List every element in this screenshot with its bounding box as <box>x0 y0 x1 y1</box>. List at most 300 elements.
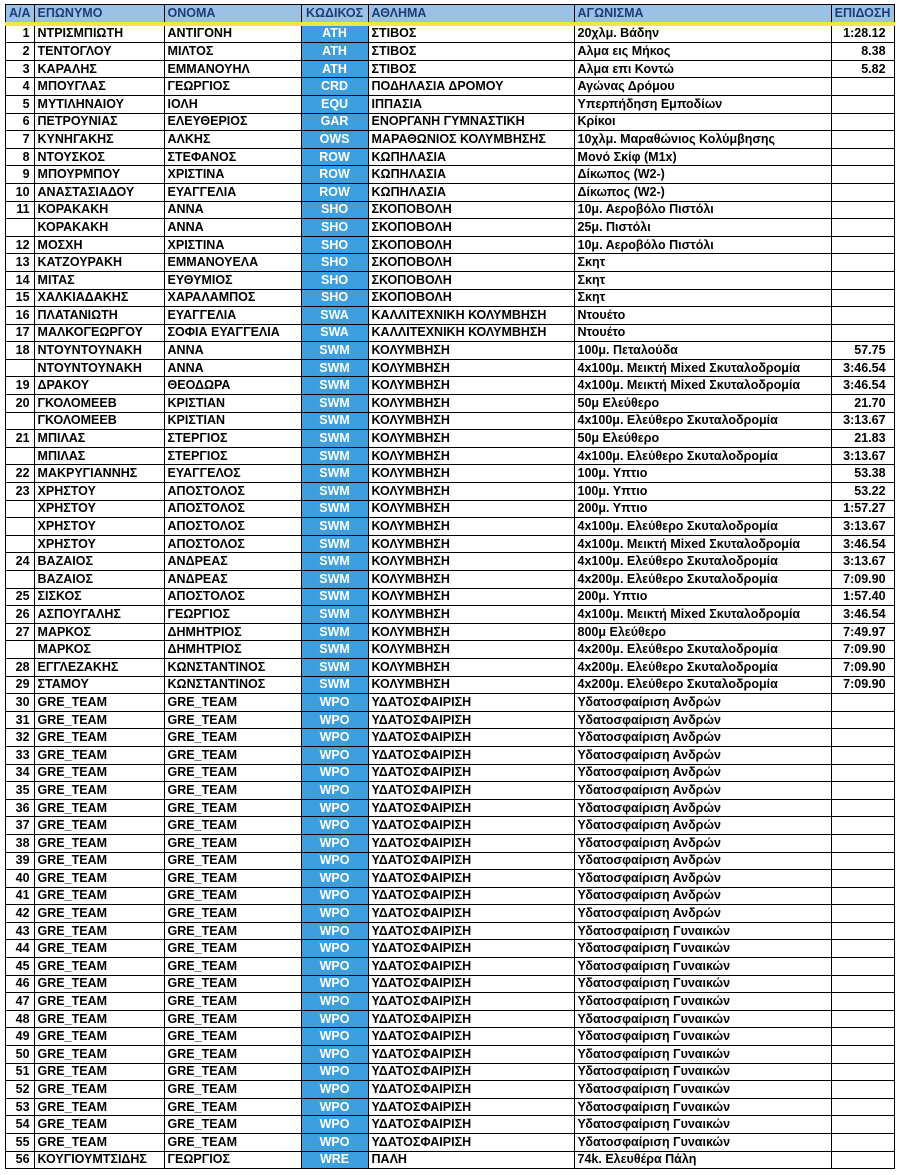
row-number: 24 <box>6 553 35 571</box>
row-number: 45 <box>6 958 35 976</box>
table-row <box>6 1081 895 1099</box>
header-row <box>6 5 895 24</box>
performance-cell: 7:09.90 <box>831 641 894 659</box>
surname-cell: ΜΠΟΥΡΜΠΟΥ <box>34 166 164 184</box>
row-number: 56 <box>6 1151 35 1169</box>
table-row <box>6 254 895 272</box>
sport-code-cell: SHO <box>301 219 368 237</box>
event-cell: 4x100μ. Μεικτή Mixed Σκυταλοδρομία <box>574 377 831 395</box>
row-number: 35 <box>6 782 35 800</box>
surname-cell: ΓΚΟΛΟΜΕΕΒ <box>34 395 164 413</box>
table-row <box>6 553 895 571</box>
sport-code-cell: SWM <box>301 641 368 659</box>
sport-code-cell: ROW <box>301 166 368 184</box>
event-cell: Υδατοσφαίριση Ανδρών <box>574 817 831 835</box>
table-row <box>6 1116 895 1134</box>
surname-cell: ΧΡΗΣΤΟΥ <box>34 483 164 501</box>
event-cell: 50μ Ελεύθερο <box>574 395 831 413</box>
sport-cell: ΚΟΛΥΜΒΗΣΗ <box>368 588 574 606</box>
performance-cell <box>831 324 894 342</box>
event-cell: 10χλμ. Μαραθώνιος Κολύμβησης <box>574 131 831 149</box>
table-row <box>6 746 895 764</box>
sport-cell: ΚΟΛΥΜΒΗΣΗ <box>368 518 574 536</box>
surname-cell: ΚΥΝΗΓΑΚΗΣ <box>34 131 164 149</box>
sport-code-cell: SWM <box>301 359 368 377</box>
sport-cell: ΥΔΑΤΟΣΦΑΙΡΙΣΗ <box>368 764 574 782</box>
row-number: 19 <box>6 377 35 395</box>
sport-code-cell: WPO <box>301 746 368 764</box>
header-event: ΑΓΩΝΙΣΜΑ <box>574 5 831 24</box>
performance-cell: 21.70 <box>831 395 894 413</box>
name-cell: ΑΠΟΣΤΟΛΟΣ <box>164 518 301 536</box>
table-row <box>6 43 895 61</box>
name-cell: ΚΡΙΣΤΙΑΝ <box>164 412 301 430</box>
name-cell: ΑΠΟΣΤΟΛΟΣ <box>164 535 301 553</box>
table-row <box>6 236 895 254</box>
event-cell: Μονό Σκίφ (M1x) <box>574 148 831 166</box>
name-cell: ΣΤΕΡΓΙΟΣ <box>164 430 301 448</box>
table-row <box>6 1151 895 1169</box>
sport-code-cell: SWM <box>301 606 368 624</box>
sport-code-cell: WPO <box>301 799 368 817</box>
row-number: 32 <box>6 729 35 747</box>
performance-cell <box>831 1010 894 1028</box>
name-cell: GRE_TEAM <box>164 1010 301 1028</box>
sport-code-cell: OWS <box>301 131 368 149</box>
row-number <box>6 412 35 430</box>
sport-code-cell: SWM <box>301 500 368 518</box>
sport-code-cell: ROW <box>301 148 368 166</box>
row-number: 48 <box>6 1010 35 1028</box>
table-row <box>6 1046 895 1064</box>
name-cell: ΑΝΔΡΕΑΣ <box>164 553 301 571</box>
sport-cell: ΣΚΟΠΟΒΟΛΗ <box>368 219 574 237</box>
performance-cell <box>831 113 894 131</box>
sport-cell: ΚΟΛΥΜΒΗΣΗ <box>368 606 574 624</box>
surname-cell: GRE_TEAM <box>34 870 164 888</box>
surname-cell: GRE_TEAM <box>34 993 164 1011</box>
sport-code-cell: ATH <box>301 60 368 78</box>
name-cell: ΕΥΑΓΓΕΛΟΣ <box>164 465 301 483</box>
sport-cell: ΠΑΛΗ <box>368 1151 574 1169</box>
name-cell: GRE_TEAM <box>164 1063 301 1081</box>
sport-cell: ΚΟΛΥΜΒΗΣΗ <box>368 623 574 641</box>
name-cell: GRE_TEAM <box>164 905 301 923</box>
event-cell: 10μ. Αεροβόλο Πιστόλι <box>574 201 831 219</box>
sport-code-cell: SWM <box>301 535 368 553</box>
performance-cell: 1:28.12 <box>831 24 894 43</box>
performance-cell: 1:57.27 <box>831 500 894 518</box>
header-aa: Α/Α <box>6 5 35 24</box>
row-number <box>6 518 35 536</box>
event-cell: Υδατοσφαίριση Ανδρών <box>574 905 831 923</box>
event-cell: Υδατοσφαίριση Γυναικών <box>574 975 831 993</box>
event-cell: 74k. Ελευθέρα Πάλη <box>574 1151 831 1169</box>
surname-cell: ΝΤΟΥΝΤΟΥΝΑΚΗ <box>34 342 164 360</box>
event-cell: Υδατοσφαίριση Ανδρών <box>574 834 831 852</box>
surname-cell: ΣΤΑΜΟΥ <box>34 676 164 694</box>
surname-cell: GRE_TEAM <box>34 729 164 747</box>
row-number: 42 <box>6 905 35 923</box>
event-cell: Κρίκοι <box>574 113 831 131</box>
performance-cell <box>831 1028 894 1046</box>
name-cell: GRE_TEAM <box>164 993 301 1011</box>
sport-cell: ΚΟΛΥΜΒΗΣΗ <box>368 641 574 659</box>
sport-code-cell: SWM <box>301 342 368 360</box>
table-row <box>6 24 895 43</box>
sport-cell: ΚΩΠΗΛΑΣΙΑ <box>368 148 574 166</box>
sport-cell: ΣΚΟΠΟΒΟΛΗ <box>368 271 574 289</box>
name-cell: ΓΕΩΡΓΙΟΣ <box>164 78 301 96</box>
row-number: 2 <box>6 43 35 61</box>
event-cell: 4x100μ. Μεικτή Mixed Σκυταλοδρομία <box>574 359 831 377</box>
event-cell: 4x100μ. Ελεύθερο Σκυταλοδρομία <box>574 412 831 430</box>
event-cell: Σκητ <box>574 289 831 307</box>
name-cell: GRE_TEAM <box>164 1081 301 1099</box>
performance-cell <box>831 905 894 923</box>
table-row <box>6 113 895 131</box>
row-number: 31 <box>6 711 35 729</box>
row-number: 12 <box>6 236 35 254</box>
sport-code-cell: WPO <box>301 1134 368 1152</box>
performance-cell: 53.38 <box>831 465 894 483</box>
sport-code-cell: WPO <box>301 940 368 958</box>
name-cell: GRE_TEAM <box>164 764 301 782</box>
row-number: 26 <box>6 606 35 624</box>
sport-cell: ΚΩΠΗΛΑΣΙΑ <box>368 183 574 201</box>
event-cell: Υδατοσφαίριση Γυναικών <box>574 1046 831 1064</box>
performance-cell: 5.82 <box>831 60 894 78</box>
sport-cell: ΕΝΟΡΓΑΝΗ ΓΥΜΝΑΣΤΙΚΗ <box>368 113 574 131</box>
table-row <box>6 95 895 113</box>
name-cell: GRE_TEAM <box>164 694 301 712</box>
event-cell: Αγώνας Δρόμου <box>574 78 831 96</box>
name-cell: ΜΙΛΤΟΣ <box>164 43 301 61</box>
table-row <box>6 412 895 430</box>
name-cell: GRE_TEAM <box>164 746 301 764</box>
performance-cell <box>831 1134 894 1152</box>
table-row <box>6 307 895 325</box>
event-cell: Αλμα εις Μήκος <box>574 43 831 61</box>
name-cell: ΚΩΝΣΤΑΝΤΙΝΟΣ <box>164 658 301 676</box>
surname-cell: ΜΑΚΡΥΓΙΑΝΝΗΣ <box>34 465 164 483</box>
name-cell: GRE_TEAM <box>164 782 301 800</box>
header-surname: ΕΠΩΝΥΜΟ <box>34 5 164 24</box>
event-cell: 4x100μ. Μεικτή Mixed Σκυταλοδρομία <box>574 535 831 553</box>
sport-cell: ΥΔΑΤΟΣΦΑΙΡΙΣΗ <box>368 887 574 905</box>
name-cell: ΧΡΙΣΤΙΝΑ <box>164 236 301 254</box>
event-cell: 4x200μ. Ελεύθερο Σκυταλοδρομία <box>574 658 831 676</box>
table-row <box>6 166 895 184</box>
name-cell: ΑΝΝΑ <box>164 219 301 237</box>
sport-code-cell: SHO <box>301 271 368 289</box>
event-cell: 200μ. Υπτιο <box>574 588 831 606</box>
name-cell: ΕΛΕΥΘΕΡΙΟΣ <box>164 113 301 131</box>
table-row <box>6 834 895 852</box>
row-number: 55 <box>6 1134 35 1152</box>
sport-cell: ΣΚΟΠΟΒΟΛΗ <box>368 289 574 307</box>
row-number: 49 <box>6 1028 35 1046</box>
surname-cell: ΜΑΡΚΟΣ <box>34 641 164 659</box>
name-cell: ΕΜΜΑΝΟΥΕΛΑ <box>164 254 301 272</box>
performance-cell <box>831 183 894 201</box>
sport-cell: ΥΔΑΤΟΣΦΑΙΡΙΣΗ <box>368 729 574 747</box>
surname-cell: GRE_TEAM <box>34 799 164 817</box>
sport-code-cell: SHO <box>301 236 368 254</box>
table-row <box>6 606 895 624</box>
sport-code-cell: SHO <box>301 254 368 272</box>
sport-cell: ΥΔΑΤΟΣΦΑΙΡΙΣΗ <box>368 782 574 800</box>
row-number: 30 <box>6 694 35 712</box>
row-number <box>6 447 35 465</box>
event-cell: Υδατοσφαίριση Ανδρών <box>574 782 831 800</box>
performance-cell <box>831 746 894 764</box>
sport-cell: ΚΟΛΥΜΒΗΣΗ <box>368 359 574 377</box>
surname-cell: ΣΙΣΚΟΣ <box>34 588 164 606</box>
row-number: 53 <box>6 1098 35 1116</box>
row-number: 51 <box>6 1063 35 1081</box>
sport-code-cell: SWM <box>301 395 368 413</box>
surname-cell: ΠΛΑΤΑΝΙΩΤΗ <box>34 307 164 325</box>
event-cell: Σκητ <box>574 254 831 272</box>
row-number: 46 <box>6 975 35 993</box>
row-number: 40 <box>6 870 35 888</box>
sport-code-cell: SWM <box>301 588 368 606</box>
row-number: 33 <box>6 746 35 764</box>
row-number: 41 <box>6 887 35 905</box>
name-cell: ΙΟΛΗ <box>164 95 301 113</box>
surname-cell: GRE_TEAM <box>34 975 164 993</box>
table-row <box>6 1134 895 1152</box>
sport-cell: ΣΤΙΒΟΣ <box>368 43 574 61</box>
table-row <box>6 711 895 729</box>
sport-code-cell: WPO <box>301 782 368 800</box>
table-row <box>6 641 895 659</box>
row-number: 54 <box>6 1116 35 1134</box>
sport-code-cell: WRE <box>301 1151 368 1169</box>
sport-cell: ΥΔΑΤΟΣΦΑΙΡΙΣΗ <box>368 817 574 835</box>
row-number: 28 <box>6 658 35 676</box>
surname-cell: GRE_TEAM <box>34 711 164 729</box>
surname-cell: GRE_TEAM <box>34 1028 164 1046</box>
surname-cell: ΧΡΗΣΤΟΥ <box>34 500 164 518</box>
sport-cell: ΚΑΛΛΙΤΕΧΝΙΚΗ ΚΟΛΥΜΒΗΣΗ <box>368 324 574 342</box>
sport-cell: ΚΩΠΗΛΑΣΙΑ <box>368 166 574 184</box>
surname-cell: ΜΑΛΚΟΓΕΩΡΓΟΥ <box>34 324 164 342</box>
row-number: 16 <box>6 307 35 325</box>
sport-code-cell: WPO <box>301 975 368 993</box>
performance-cell <box>831 1081 894 1099</box>
sport-cell: ΚΟΛΥΜΒΗΣΗ <box>368 395 574 413</box>
row-number: 47 <box>6 993 35 1011</box>
name-cell: GRE_TEAM <box>164 975 301 993</box>
row-number: 23 <box>6 483 35 501</box>
name-cell: GRE_TEAM <box>164 1134 301 1152</box>
performance-cell: 7:49.97 <box>831 623 894 641</box>
surname-cell: GRE_TEAM <box>34 1081 164 1099</box>
performance-cell: 3:46.54 <box>831 606 894 624</box>
surname-cell: ΧΡΗΣΤΟΥ <box>34 535 164 553</box>
row-number: 1 <box>6 24 35 43</box>
surname-cell: ΑΣΠΟΥΓΑΛΗΣ <box>34 606 164 624</box>
performance-cell <box>831 148 894 166</box>
sport-cell: ΜΑΡΑΘΩΝΙΟΣ ΚΟΛΥΜΒΗΣΗΣ <box>368 131 574 149</box>
event-cell: Υδατοσφαίριση Ανδρών <box>574 852 831 870</box>
sport-code-cell: SWM <box>301 658 368 676</box>
table-row <box>6 975 895 993</box>
sport-cell: ΥΔΑΤΟΣΦΑΙΡΙΣΗ <box>368 1063 574 1081</box>
sport-cell: ΥΔΑΤΟΣΦΑΙΡΙΣΗ <box>368 905 574 923</box>
sport-cell: ΚΟΛΥΜΒΗΣΗ <box>368 658 574 676</box>
surname-cell: ΜΑΡΚΟΣ <box>34 623 164 641</box>
table-row <box>6 958 895 976</box>
row-number: 6 <box>6 113 35 131</box>
performance-cell: 3:46.54 <box>831 535 894 553</box>
performance-cell: 53.22 <box>831 483 894 501</box>
surname-cell: ΚΟΥΓΙΟΥΜΤΣΙΔΗΣ <box>34 1151 164 1169</box>
event-cell: Υδατοσφαίριση Γυναικών <box>574 993 831 1011</box>
table-row <box>6 694 895 712</box>
sport-code-cell: WPO <box>301 1063 368 1081</box>
sport-cell: ΚΟΛΥΜΒΗΣΗ <box>368 571 574 589</box>
table-row <box>6 359 895 377</box>
name-cell: GRE_TEAM <box>164 1098 301 1116</box>
table-row <box>6 993 895 1011</box>
sport-code-cell: WPO <box>301 1081 368 1099</box>
table-row <box>6 852 895 870</box>
performance-cell <box>831 975 894 993</box>
surname-cell: GRE_TEAM <box>34 746 164 764</box>
table-row <box>6 201 895 219</box>
surname-cell: GRE_TEAM <box>34 694 164 712</box>
event-cell: Υδατοσφαίριση Γυναικών <box>574 1134 831 1152</box>
sport-code-cell: SWM <box>301 518 368 536</box>
sport-code-cell: WPO <box>301 993 368 1011</box>
sport-code-cell: CRD <box>301 78 368 96</box>
performance-cell: 3:46.54 <box>831 377 894 395</box>
surname-cell: ΚΟΡΑΚΑΚΗ <box>34 219 164 237</box>
sport-code-cell: WPO <box>301 958 368 976</box>
surname-cell: GRE_TEAM <box>34 1116 164 1134</box>
name-cell: ΣΟΦΙΑ ΕΥΑΓΓΕΛΙΑ <box>164 324 301 342</box>
surname-cell: ΤΕΝΤΟΓΛΟΥ <box>34 43 164 61</box>
name-cell: ΑΠΟΣΤΟΛΟΣ <box>164 588 301 606</box>
surname-cell: ΜΠΙΛΑΣ <box>34 430 164 448</box>
event-cell: Υδατοσφαίριση Γυναικών <box>574 922 831 940</box>
surname-cell: GRE_TEAM <box>34 940 164 958</box>
name-cell: ΣΤΕΦΑΝΟΣ <box>164 148 301 166</box>
name-cell: GRE_TEAM <box>164 711 301 729</box>
event-cell: Υδατοσφαίριση Ανδρών <box>574 870 831 888</box>
sport-code-cell: WPO <box>301 764 368 782</box>
sport-cell: ΣΚΟΠΟΒΟΛΗ <box>368 254 574 272</box>
row-number <box>6 359 35 377</box>
event-cell: Υδατοσφαίριση Γυναικών <box>574 1028 831 1046</box>
surname-cell: ΓΚΟΛΟΜΕΕΒ <box>34 412 164 430</box>
name-cell: GRE_TEAM <box>164 1046 301 1064</box>
row-number: 3 <box>6 60 35 78</box>
sport-code-cell: WPO <box>301 1010 368 1028</box>
sport-cell: ΚΟΛΥΜΒΗΣΗ <box>368 342 574 360</box>
sport-code-cell: WPO <box>301 711 368 729</box>
table-row <box>6 571 895 589</box>
header-name: ΟΝΟΜΑ <box>164 5 301 24</box>
sport-cell: ΚΟΛΥΜΒΗΣΗ <box>368 676 574 694</box>
table-row <box>6 518 895 536</box>
sport-cell: ΥΔΑΤΟΣΦΑΙΡΙΣΗ <box>368 1098 574 1116</box>
sport-cell: ΚΟΛΥΜΒΗΣΗ <box>368 553 574 571</box>
surname-cell: ΚΟΡΑΚΑΚΗ <box>34 201 164 219</box>
row-number: 14 <box>6 271 35 289</box>
table-row <box>6 148 895 166</box>
name-cell: GRE_TEAM <box>164 958 301 976</box>
sport-code-cell: SHO <box>301 201 368 219</box>
row-number: 13 <box>6 254 35 272</box>
name-cell: GRE_TEAM <box>164 887 301 905</box>
name-cell: ΕΥΑΓΓΕΛΙΑ <box>164 307 301 325</box>
performance-cell: 3:13.67 <box>831 412 894 430</box>
name-cell: GRE_TEAM <box>164 870 301 888</box>
surname-cell: ΑΝΑΣΤΑΣΙΑΔΟΥ <box>34 183 164 201</box>
sport-code-cell: WPO <box>301 834 368 852</box>
performance-cell <box>831 236 894 254</box>
event-cell: Υπερπήδηση Εμποδίων <box>574 95 831 113</box>
performance-cell: 3:13.67 <box>831 553 894 571</box>
table-row <box>6 729 895 747</box>
table-row <box>6 922 895 940</box>
name-cell: GRE_TEAM <box>164 852 301 870</box>
surname-cell: ΜΟΣΧΗ <box>34 236 164 254</box>
event-cell: Δίκωπος (W2-) <box>574 183 831 201</box>
table-row <box>6 782 895 800</box>
event-cell: 100μ. Υπτιο <box>574 483 831 501</box>
row-number: 44 <box>6 940 35 958</box>
sport-code-cell: WPO <box>301 887 368 905</box>
name-cell: GRE_TEAM <box>164 834 301 852</box>
name-cell: GRE_TEAM <box>164 1028 301 1046</box>
surname-cell: ΝΤΟΥΣΚΟΣ <box>34 148 164 166</box>
event-cell: 4x100μ. Μεικτή Mixed Σκυταλοδρομία <box>574 606 831 624</box>
table-row <box>6 817 895 835</box>
sport-code-cell: SWM <box>301 412 368 430</box>
sport-code-cell: SWM <box>301 430 368 448</box>
sport-cell: ΣΚΟΠΟΒΟΛΗ <box>368 236 574 254</box>
name-cell: ΔΗΜΗΤΡΙΟΣ <box>164 641 301 659</box>
sport-cell: ΥΔΑΤΟΣΦΑΙΡΙΣΗ <box>368 1046 574 1064</box>
performance-cell <box>831 131 894 149</box>
name-cell: ΑΛΚΗΣ <box>164 131 301 149</box>
performance-cell: 57.75 <box>831 342 894 360</box>
event-cell: 800μ Ελεύθερο <box>574 623 831 641</box>
header-performance: ΕΠΙΔΟΣΗ <box>831 5 894 24</box>
surname-cell: ΚΑΤΖΟΥΡΑΚΗ <box>34 254 164 272</box>
event-cell: Υδατοσφαίριση Γυναικών <box>574 1116 831 1134</box>
sport-cell: ΣΚΟΠΟΒΟΛΗ <box>368 201 574 219</box>
table-row <box>6 447 895 465</box>
name-cell: ΓΕΩΡΓΙΟΣ <box>164 1151 301 1169</box>
performance-cell <box>831 254 894 272</box>
sport-cell: ΚΟΛΥΜΒΗΣΗ <box>368 500 574 518</box>
sport-cell: ΥΔΑΤΟΣΦΑΙΡΙΣΗ <box>368 694 574 712</box>
surname-cell: ΜΙΤΑΣ <box>34 271 164 289</box>
sport-cell: ΥΔΑΤΟΣΦΑΙΡΙΣΗ <box>368 940 574 958</box>
event-cell: Ντουέτο <box>574 307 831 325</box>
performance-cell <box>831 1063 894 1081</box>
event-cell: Υδατοσφαίριση Ανδρών <box>574 799 831 817</box>
table-row <box>6 289 895 307</box>
surname-cell: ΒΑΖΑΙΟΣ <box>34 553 164 571</box>
sport-cell: ΥΔΑΤΟΣΦΑΙΡΙΣΗ <box>368 1028 574 1046</box>
